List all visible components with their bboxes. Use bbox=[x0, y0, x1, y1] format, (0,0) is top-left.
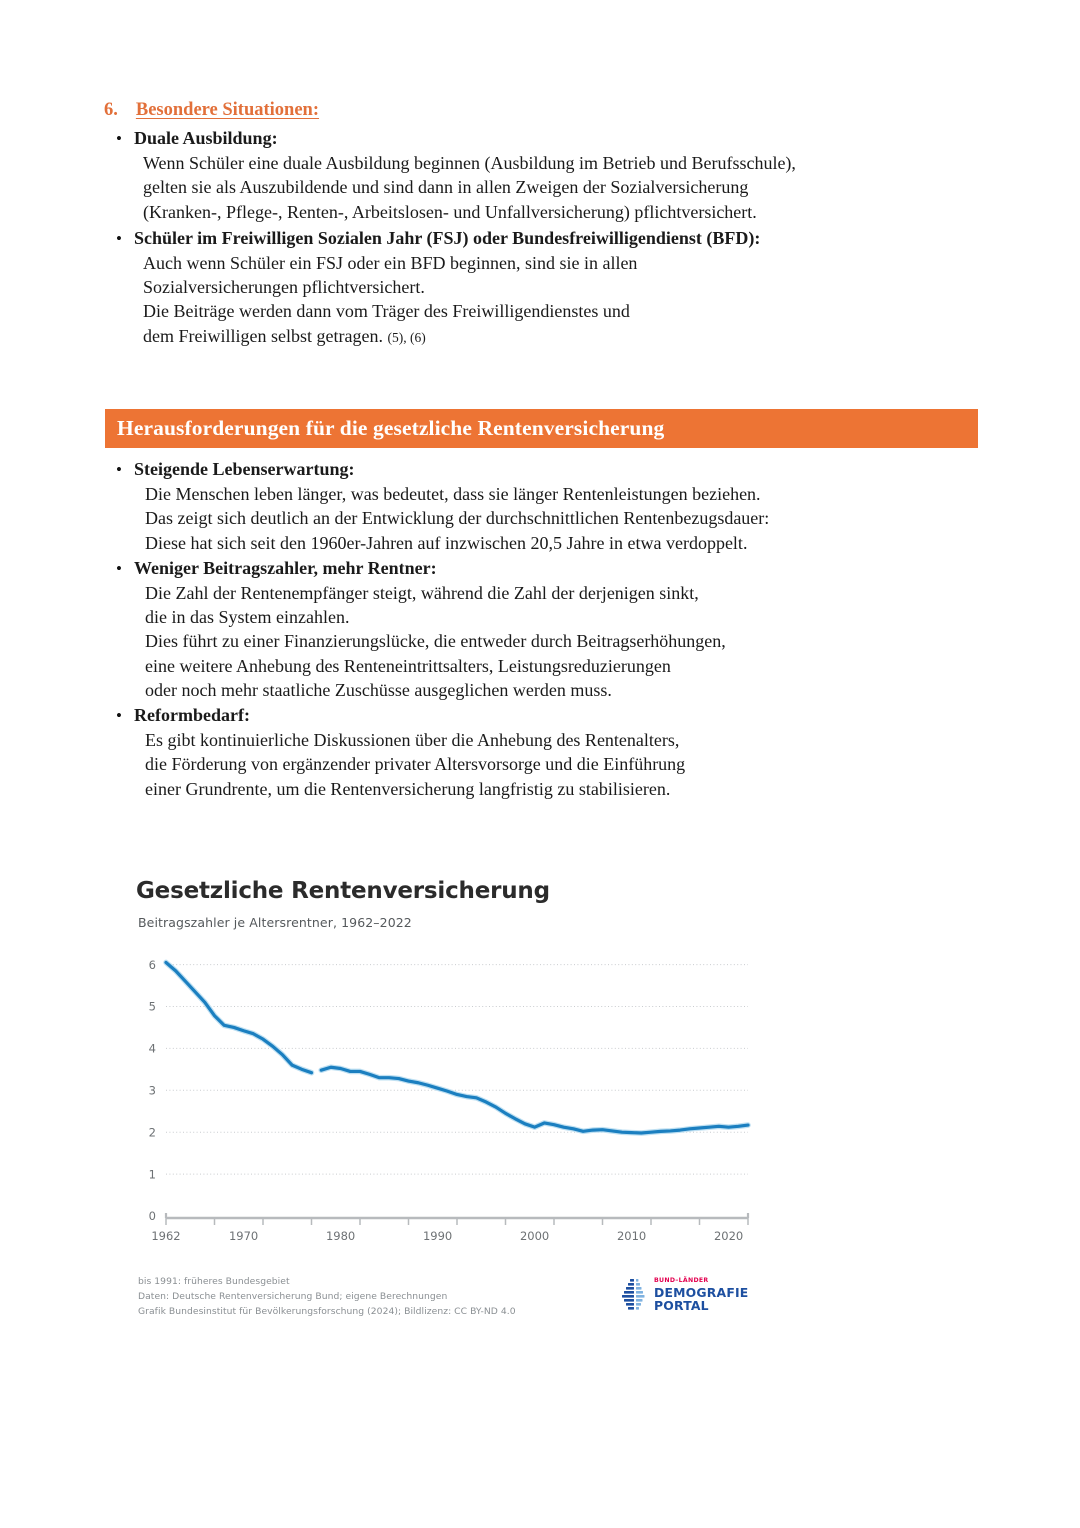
section-heading bbox=[104, 100, 984, 121]
list-item-line: Auch wenn Schüler ein FSJ oder ein BFD beginnen, sind sie in allen bbox=[143, 252, 638, 273]
banner-title: Herausforderungen für die gesetzliche Rentenversicherung bbox=[117, 416, 665, 440]
list-item-line: einer Grundrente, um die Rentenversicherung langfristig zu stabilisieren. bbox=[145, 778, 671, 799]
list-item-line: gelten sie als Auszubildende und sind dann in allen Zweigen der Sozialversicherung bbox=[143, 177, 749, 198]
bullet-dot-icon: • bbox=[116, 460, 122, 479]
list-item-title: Schüler im Freiwilligen Sozialen Jahr (FSJ) oder Bundesfreiwilligendienst (BFD): bbox=[134, 227, 761, 248]
svg-text:2: 2 bbox=[148, 1125, 156, 1140]
challenges-bullet-list bbox=[104, 458, 994, 801]
bullet-dot-icon: • bbox=[116, 706, 122, 726]
logo-line-portal: PORTAL bbox=[654, 1298, 709, 1314]
list-item-line-with-reference bbox=[134, 324, 984, 348]
list-item-line: Das zeigt sich deutlich an der Entwicklung der durchschnittlichen Rentenbezugsdauer: bbox=[145, 508, 770, 529]
list-item-line: Sozialversicherungen pflichtversichert. bbox=[143, 277, 425, 298]
svg-text:1962: 1962 bbox=[151, 1229, 181, 1243]
logo-wordmark bbox=[654, 1278, 748, 1313]
svg-text:2000: 2000 bbox=[519, 1229, 550, 1243]
svg-text:6: 6 bbox=[148, 957, 156, 972]
svg-text:2010: 2010 bbox=[616, 1229, 647, 1243]
bullet-dot-icon: • bbox=[116, 129, 122, 148]
section-banner-herausforderungen bbox=[105, 409, 978, 448]
footnote-line-3: Grafik Bundesinstitut für Bevölkerungsforschung (2024); Bildlizenz: CC BY-ND 4.0 bbox=[138, 1305, 516, 1317]
list-item-line: die in das System einzahlen. bbox=[145, 607, 350, 628]
source-reference: (5), (6) bbox=[387, 329, 426, 345]
chart-footnotes bbox=[138, 1275, 568, 1320]
list-item-line: Es gibt kontinuierliche Diskussionen über die Anhebung des Rentenalters, bbox=[145, 730, 680, 751]
list-item-line: Diese hat sich seit den 1960er-Jahren auf inzwischen 20,5 Jahre in etwa verdoppelt. bbox=[145, 532, 748, 553]
demografie-portal-logo bbox=[621, 1278, 748, 1313]
list-item-line: Wenn Schüler eine duale Ausbildung beginnen (Ausbildung im Betrieb und Berufsschule), bbox=[143, 152, 796, 173]
list-item-title: Weniger Beitragszahler, mehr Rentner: bbox=[134, 557, 437, 578]
list-item-title: Steigende Lebenserwartung: bbox=[134, 459, 355, 479]
svg-text:3: 3 bbox=[148, 1083, 156, 1098]
list-item bbox=[104, 704, 994, 801]
list-item bbox=[104, 127, 984, 224]
footnote-line-2: Daten: Deutsche Rentenversicherung Bund; eigene Berechnungen bbox=[138, 1290, 448, 1302]
population-pyramid-icon bbox=[621, 1278, 647, 1312]
list-item-line: Die Menschen leben länger, was bedeutet, dass sie länger Rentenleistungen beziehen. bbox=[145, 483, 761, 504]
svg-text:1: 1 bbox=[148, 1167, 156, 1182]
svg-text:1990: 1990 bbox=[422, 1229, 453, 1243]
section-besondere-situationen bbox=[104, 100, 984, 348]
list-item-line: Die Beiträge werden dann vom Träger des Freiwilligendienstes und bbox=[143, 301, 630, 322]
svg-text:4: 4 bbox=[148, 1041, 156, 1056]
svg-text:5: 5 bbox=[148, 999, 156, 1014]
list-item-title: Duale Ausbildung: bbox=[134, 128, 278, 148]
list-item-line-text: dem Freiwilligen selbst getragen. bbox=[143, 325, 383, 346]
list-item-line: oder noch mehr staatliche Zuschüsse ausgeglichen werden muss. bbox=[145, 679, 612, 700]
list-item-line: Dies führt zu einer Finanzierungslücke, die entweder durch Beitragserhöhungen, bbox=[145, 631, 726, 652]
section-number: 6. bbox=[104, 100, 118, 120]
chart-plot-area bbox=[136, 944, 756, 1254]
bullet-dot-icon: • bbox=[116, 558, 122, 578]
svg-text:2020: 2020 bbox=[713, 1229, 744, 1243]
list-item-line: Die Zahl der Rentenempfänger steigt, während die Zahl der derjenigen sinkt, bbox=[145, 582, 699, 603]
list-item bbox=[104, 458, 994, 555]
list-item-line: die Förderung von ergänzender privater Altersvorsorge und die Einführung bbox=[145, 754, 686, 775]
svg-text:1970: 1970 bbox=[228, 1229, 259, 1243]
list-item-title: Reformbedarf: bbox=[134, 705, 250, 726]
section-herausforderungen-body bbox=[104, 452, 994, 801]
list-item-line: (Kranken-, Pflege-, Renten-, Arbeitslosen- und Unfallversicherung) pflichtversichert. bbox=[143, 201, 757, 222]
chart-subtitle: Beitragszahler je Altersrentner, 1962–2022 bbox=[138, 915, 412, 930]
line-chart-svg bbox=[136, 944, 756, 1254]
list-item bbox=[104, 557, 994, 702]
footnote-line-1: bis 1991: früheres Bundesgebiet bbox=[138, 1276, 290, 1287]
bullet-dot-icon: • bbox=[116, 228, 122, 248]
list-item-line: eine weitere Anhebung des Renteneintrittsalters, Leistungsreduzierungen bbox=[145, 655, 671, 676]
chart-gesetzliche-rentenversicherung bbox=[136, 878, 756, 1340]
list-item bbox=[104, 227, 984, 348]
chart-title: Gesetzliche Rentenversicherung bbox=[136, 878, 550, 904]
svg-text:0: 0 bbox=[148, 1209, 156, 1224]
section-six-bullet-list bbox=[104, 127, 984, 348]
logo-line-bund-laender: BUND–LÄNDER bbox=[654, 1277, 709, 1284]
svg-text:1980: 1980 bbox=[325, 1229, 356, 1243]
section-title: Besondere Situationen: bbox=[135, 100, 320, 120]
logo-line-demografie: DEMOGRAFIE bbox=[654, 1284, 749, 1300]
